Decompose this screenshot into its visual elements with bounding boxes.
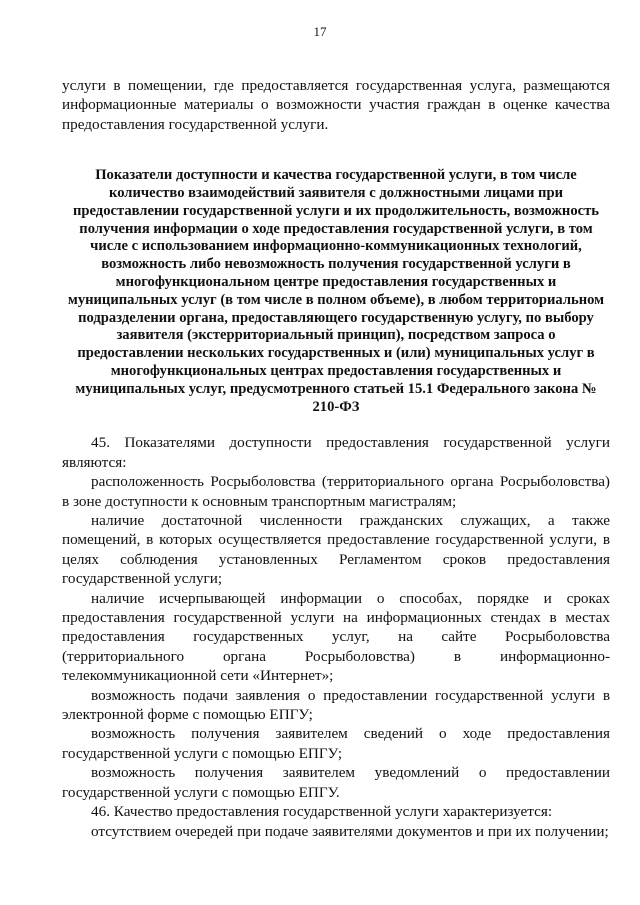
paragraph-45: 45. Показателями доступности предоставления государственной услуги являются:	[62, 434, 610, 471]
paragraph-46: 46. Качество предоставления государственной услуги характеризуется:	[91, 803, 553, 821]
intro-paragraph: услуги в помещении, где предоставляется государственная услуга, размещаются информационные материалы о возможности участия граждан в оценке качества предоставления государственной услуги.	[62, 77, 610, 133]
paragraph-no-queues: отсутствием очередей при подаче заявителями документов и при их получении;	[91, 822, 609, 840]
paragraph-location: расположенность Росрыболовства (территориального органа Росрыболовства) в зоне доступности к основным транспортным магистралям;	[62, 473, 610, 510]
page-number: 17	[313, 24, 327, 39]
paragraph-staff: наличие достаточной численности гражданских служащих, а также помещений, в которых осуществляется предоставление государственной услуги, в целях соблюдения установленных Регламентом сроков предоставления государственной услуги;	[62, 512, 610, 588]
section-heading: Показатели доступности и качества государственной услуги, в том числе количество взаимодействий заявителя с должностными лицами при предоставлении государственной услуги и их продолжительность, возможность получения информации о ходе предоставления государственной услуги, в том числе с использованием информационно-коммуникационных технологий, возможность либо невозможность получения государственной услуги в многофункциональном центре предоставления государственных и муниципальных услуг (в том числе в полном объеме), в любом территориальном подразделении органа, предоставляющего государственную услугу, по выбору заявителя (экстерриториальный принцип), посредством запроса о предоставлении нескольких государственных и (или) муниципальных услуг в многофункциональных центрах предоставления государственных и муниципальных услуг, предусмотренного статьей 15.1 Федерального закона № 210-ФЗ	[67, 167, 605, 415]
document-body	[62, 76, 610, 841]
paragraph-electronic-application: возможность подачи заявления о предоставлении государственной услуги в электронной форме с помощью ЕПГУ;	[62, 686, 610, 724]
paragraph-information: наличие исчерпывающей информации о способах, порядке и сроках предоставления государственной услуги на информационных стендах в местах предоставления государственных услуг, на сайте Росрыболовства (территориального органа Росрыболовства) в информационно-телекоммуникационной сети «Интернет»;	[62, 589, 610, 685]
paragraph-notifications: возможность получения заявителем уведомлений о предоставлении государственной услуги с помощью ЕПГУ.	[62, 764, 610, 801]
paragraph-progress-info: возможность получения заявителем сведений о ходе предоставления государственной услуги с помощью ЕПГУ;	[62, 725, 610, 762]
